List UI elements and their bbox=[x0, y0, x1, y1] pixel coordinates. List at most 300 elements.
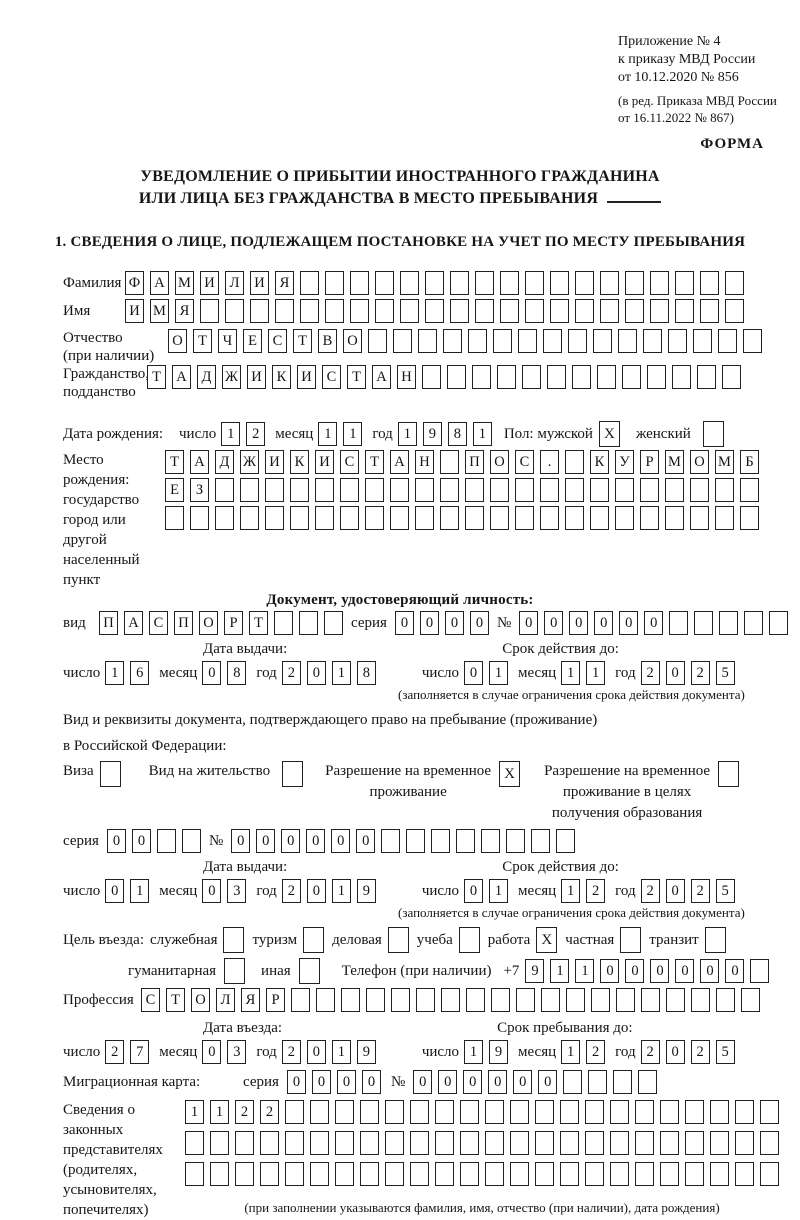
form-cell bbox=[500, 271, 519, 295]
expiry-date-heading: Срок действия до: bbox=[502, 641, 619, 657]
form-cell bbox=[510, 1100, 529, 1124]
form-cell bbox=[360, 1162, 379, 1186]
male-checkbox bbox=[599, 421, 620, 447]
form-cell bbox=[100, 761, 121, 787]
residence-expiry-note: (заполняется в случае ограничения срока действия документа) bbox=[398, 905, 745, 920]
birth-month-cells bbox=[318, 422, 362, 446]
form-cell bbox=[719, 611, 738, 635]
form-cell bbox=[760, 1131, 779, 1155]
form-cell bbox=[735, 1162, 754, 1186]
form-cell bbox=[685, 1100, 704, 1124]
form-cell bbox=[600, 299, 619, 323]
form-cell bbox=[375, 271, 394, 295]
form-cell bbox=[485, 1162, 504, 1186]
purpose-study-label: учеба bbox=[416, 932, 453, 948]
temp-permit-checkbox bbox=[499, 761, 520, 787]
patronymic-row bbox=[63, 329, 800, 365]
residence-series-row bbox=[63, 829, 800, 853]
form-cell bbox=[620, 927, 641, 953]
form-cell bbox=[485, 1131, 504, 1155]
form-cell bbox=[410, 1162, 429, 1186]
form-cell bbox=[610, 1100, 629, 1124]
form-cell bbox=[563, 1070, 582, 1094]
title-line-1: УВЕДОМЛЕНИЕ О ПРИБЫТИИ ИНОСТРАННОГО ГРАЖДАНИНА bbox=[140, 168, 660, 185]
form-cell: 5 bbox=[716, 879, 735, 903]
form-cell bbox=[388, 927, 409, 953]
form-cell: С bbox=[515, 450, 534, 474]
form-cell bbox=[643, 329, 662, 353]
migration-number-cells bbox=[413, 1070, 657, 1094]
form-cell: П bbox=[174, 611, 193, 635]
form-cell: Р bbox=[640, 450, 659, 474]
form-cell: 8 bbox=[227, 661, 246, 685]
form-cell: 2 bbox=[282, 1040, 301, 1064]
year-label: год bbox=[615, 665, 636, 681]
form-cell bbox=[760, 1162, 779, 1186]
day-label: число bbox=[63, 883, 101, 899]
form-cell: 2 bbox=[105, 1040, 124, 1064]
form-cell bbox=[506, 829, 525, 853]
form-cell: 1 bbox=[561, 661, 580, 685]
residence-expiry-year-cells bbox=[641, 879, 735, 903]
form-cell bbox=[572, 365, 591, 389]
form-cell: 0 bbox=[600, 959, 619, 983]
form-cell: Н bbox=[415, 450, 434, 474]
entry-month-cells bbox=[202, 1040, 246, 1064]
month-label: месяц bbox=[159, 883, 198, 899]
representatives-row-1 bbox=[185, 1100, 779, 1124]
form-cell: Т bbox=[365, 450, 384, 474]
purpose-private-label: частная bbox=[565, 932, 615, 948]
appendix-line: Приложение № 4 bbox=[618, 34, 721, 49]
form-cell bbox=[285, 1131, 304, 1155]
representatives-row-2 bbox=[185, 1131, 779, 1155]
form-cell bbox=[435, 1100, 454, 1124]
form-cell: 2 bbox=[691, 661, 710, 685]
form-cell: Т bbox=[293, 329, 312, 353]
representatives-block bbox=[63, 1100, 800, 1220]
form-cell bbox=[718, 761, 739, 787]
form-cell: 0 bbox=[619, 611, 638, 635]
residence-series-label: серия bbox=[63, 833, 99, 849]
form-cell bbox=[435, 1131, 454, 1155]
year-label: год bbox=[256, 883, 277, 899]
form-cell bbox=[638, 1070, 657, 1094]
form-cell bbox=[190, 506, 209, 530]
edition-block bbox=[618, 92, 800, 126]
form-cell: X bbox=[499, 761, 520, 787]
form-cell bbox=[459, 927, 480, 953]
form-cell: Я bbox=[175, 299, 194, 323]
form-cell bbox=[560, 1131, 579, 1155]
form-cell bbox=[565, 478, 584, 502]
form-cell: О bbox=[690, 450, 709, 474]
form-cell: Т bbox=[165, 450, 184, 474]
form-cell bbox=[672, 365, 691, 389]
purpose-tourism-checkbox bbox=[303, 927, 324, 953]
form-cell bbox=[460, 1162, 479, 1186]
identity-date-headings bbox=[63, 639, 800, 659]
year-label: год bbox=[256, 1044, 277, 1060]
form-cell bbox=[450, 299, 469, 323]
form-cell: К bbox=[272, 365, 291, 389]
form-cell bbox=[240, 478, 259, 502]
form-cell: З bbox=[190, 478, 209, 502]
form-cell bbox=[415, 478, 434, 502]
identity-expiry-year-cells bbox=[641, 661, 735, 685]
form-cell bbox=[590, 478, 609, 502]
form-cell: 1 bbox=[130, 879, 149, 903]
entry-date-heading: Дата въезда: bbox=[203, 1020, 283, 1036]
identity-dates-row bbox=[63, 661, 800, 685]
form-cell bbox=[735, 1131, 754, 1155]
form-cell: 0 bbox=[594, 611, 613, 635]
form-cell bbox=[400, 271, 419, 295]
form-cell bbox=[335, 1131, 354, 1155]
form-cell bbox=[691, 988, 710, 1012]
form-cell bbox=[468, 329, 487, 353]
form-cell bbox=[516, 988, 535, 1012]
form-cell bbox=[700, 271, 719, 295]
form-cell: Т bbox=[249, 611, 268, 635]
form-cell bbox=[416, 988, 435, 1012]
form-cell: . bbox=[540, 450, 559, 474]
form-cell: 2 bbox=[282, 879, 301, 903]
form-cell bbox=[531, 829, 550, 853]
form-cell bbox=[385, 1131, 404, 1155]
form-cell: 0 bbox=[287, 1070, 306, 1094]
form-cell bbox=[250, 299, 269, 323]
form-cell: 0 bbox=[420, 611, 439, 635]
identity-kind-row bbox=[63, 611, 800, 635]
form-cell bbox=[718, 329, 737, 353]
form-cell bbox=[769, 611, 788, 635]
form-cell bbox=[475, 271, 494, 295]
form-cell bbox=[669, 611, 688, 635]
form-cell: 2 bbox=[246, 422, 265, 446]
form-cell bbox=[300, 271, 319, 295]
form-cell bbox=[600, 271, 619, 295]
citizenship-cells bbox=[147, 365, 741, 389]
form-cell: 1 bbox=[105, 661, 124, 685]
form-cell bbox=[360, 1100, 379, 1124]
form-cell: Ж bbox=[222, 365, 241, 389]
form-cell: 1 bbox=[210, 1100, 229, 1124]
purpose-row bbox=[63, 927, 800, 953]
profession-label: Профессия bbox=[63, 992, 134, 1008]
form-cell: 8 bbox=[448, 422, 467, 446]
purpose-work-label: работа bbox=[487, 932, 531, 948]
form-cell bbox=[710, 1162, 729, 1186]
form-cell bbox=[472, 365, 491, 389]
form-cell bbox=[705, 927, 726, 953]
form-cell bbox=[235, 1131, 254, 1155]
form-cell: Т bbox=[147, 365, 166, 389]
form-cell: И bbox=[200, 271, 219, 295]
phone-cells bbox=[525, 959, 769, 983]
form-cell: С bbox=[141, 988, 160, 1012]
form-cell: Ф bbox=[125, 271, 144, 295]
entry-day-cells bbox=[105, 1040, 149, 1064]
form-cell bbox=[716, 988, 735, 1012]
form-cell bbox=[647, 365, 666, 389]
residence-date-headings bbox=[63, 857, 800, 877]
form-cell bbox=[585, 1100, 604, 1124]
form-cell bbox=[299, 611, 318, 635]
form-cell: 1 bbox=[464, 1040, 483, 1064]
form-cell: 1 bbox=[398, 422, 417, 446]
form-cell bbox=[525, 271, 544, 295]
form-cell bbox=[290, 478, 309, 502]
form-cell bbox=[406, 829, 425, 853]
year-label: год bbox=[372, 426, 393, 442]
surname-row bbox=[63, 271, 800, 295]
edu-permit-checkbox bbox=[718, 761, 739, 787]
form-cell: 1 bbox=[561, 1040, 580, 1064]
form-cell bbox=[585, 1162, 604, 1186]
form-cell: 0 bbox=[675, 959, 694, 983]
form-page bbox=[0, 33, 800, 1218]
form-cell bbox=[466, 988, 485, 1012]
form-cell: Е bbox=[243, 329, 262, 353]
form-cell bbox=[500, 299, 519, 323]
form-cell: 6 bbox=[130, 661, 149, 685]
form-cell bbox=[490, 478, 509, 502]
form-cell bbox=[447, 365, 466, 389]
form-cell: 9 bbox=[525, 959, 544, 983]
entry-dates-row bbox=[63, 1040, 800, 1064]
form-cell bbox=[535, 1131, 554, 1155]
form-cell: 0 bbox=[464, 879, 483, 903]
month-label: месяц bbox=[275, 426, 314, 442]
form-cell bbox=[475, 299, 494, 323]
form-cell: 1 bbox=[586, 661, 605, 685]
form-cell bbox=[290, 506, 309, 530]
blank-line bbox=[607, 189, 661, 203]
form-cell bbox=[390, 506, 409, 530]
form-cell bbox=[703, 421, 724, 447]
form-cell bbox=[422, 365, 441, 389]
birthplace-row-2 bbox=[165, 478, 759, 502]
form-cell bbox=[440, 450, 459, 474]
form-cell: А bbox=[124, 611, 143, 635]
purpose-row-2 bbox=[63, 958, 800, 984]
form-cell bbox=[350, 271, 369, 295]
form-cell: 5 bbox=[716, 661, 735, 685]
form-cell bbox=[715, 478, 734, 502]
form-cell: 9 bbox=[357, 879, 376, 903]
form-cell bbox=[640, 478, 659, 502]
form-cell: Л bbox=[216, 988, 235, 1012]
form-cell: 0 bbox=[256, 829, 275, 853]
form-cell bbox=[575, 299, 594, 323]
form-cell bbox=[185, 1131, 204, 1155]
representatives-label: Сведения о законных представителях (родителях, усыновителях, попечителях) bbox=[63, 1102, 163, 1218]
form-cell bbox=[750, 959, 769, 983]
form-cell: Д bbox=[197, 365, 216, 389]
form-cell bbox=[360, 1131, 379, 1155]
form-cell bbox=[560, 1100, 579, 1124]
temp-permit-label: Разрешение на временное проживание bbox=[325, 763, 492, 800]
purpose-label: Цель въезда: bbox=[63, 932, 144, 948]
birth-date-row bbox=[63, 421, 800, 447]
identity-issue-year-cells bbox=[282, 661, 376, 685]
form-cell: И bbox=[250, 271, 269, 295]
form-cell bbox=[666, 988, 685, 1012]
form-cell bbox=[565, 450, 584, 474]
residence-number-cells bbox=[231, 829, 575, 853]
form-cell: Я bbox=[241, 988, 260, 1012]
stay-day-cells bbox=[464, 1040, 508, 1064]
form-cell bbox=[375, 299, 394, 323]
residence-permit-checkbox bbox=[282, 761, 303, 787]
form-cell bbox=[590, 506, 609, 530]
form-cell: А bbox=[372, 365, 391, 389]
form-cell: 1 bbox=[332, 879, 351, 903]
form-cell bbox=[635, 1100, 654, 1124]
form-cell bbox=[441, 988, 460, 1012]
form-cell: 0 bbox=[700, 959, 719, 983]
visa-checkbox bbox=[100, 761, 121, 787]
purpose-business-label: деловая bbox=[332, 932, 382, 948]
form-cell bbox=[435, 1162, 454, 1186]
form-cell bbox=[740, 478, 759, 502]
form-cell: О bbox=[191, 988, 210, 1012]
birthplace-row-1 bbox=[165, 450, 759, 474]
form-cell bbox=[425, 271, 444, 295]
form-cell: 0 bbox=[337, 1070, 356, 1094]
form-cell: 0 bbox=[470, 611, 489, 635]
form-cell bbox=[310, 1100, 329, 1124]
form-cell: Д bbox=[215, 450, 234, 474]
purpose-work-checkbox bbox=[536, 927, 557, 953]
form-cell bbox=[535, 1162, 554, 1186]
migration-card-label: Миграционная карта: bbox=[63, 1074, 201, 1090]
edition-line: от 16.11.2022 № 867) bbox=[618, 110, 735, 125]
form-cell: 1 bbox=[343, 422, 362, 446]
form-cell: 2 bbox=[691, 879, 710, 903]
form-cell bbox=[456, 829, 475, 853]
form-cell bbox=[265, 478, 284, 502]
form-cell bbox=[622, 365, 641, 389]
form-cell bbox=[415, 506, 434, 530]
form-cell bbox=[410, 1131, 429, 1155]
day-label: число bbox=[179, 426, 217, 442]
form-cell bbox=[365, 506, 384, 530]
form-cell: 0 bbox=[519, 611, 538, 635]
form-cell: X bbox=[599, 421, 620, 447]
form-cell bbox=[182, 829, 201, 853]
form-cell bbox=[735, 1100, 754, 1124]
form-cell bbox=[610, 1162, 629, 1186]
citizenship-label: Гражданство, подданство bbox=[63, 366, 150, 400]
form-cell bbox=[443, 329, 462, 353]
form-cell: А bbox=[390, 450, 409, 474]
form-cell: Е bbox=[165, 478, 184, 502]
birthplace-rows bbox=[165, 450, 759, 530]
form-cell bbox=[568, 329, 587, 353]
form-cell bbox=[493, 329, 512, 353]
birth-day-cells bbox=[221, 422, 265, 446]
form-cell bbox=[275, 299, 294, 323]
form-cell bbox=[597, 365, 616, 389]
year-label: год bbox=[615, 1044, 636, 1060]
form-cell bbox=[547, 365, 566, 389]
form-cell bbox=[625, 299, 644, 323]
form-cell bbox=[215, 478, 234, 502]
form-cell: 1 bbox=[473, 422, 492, 446]
form-cell bbox=[391, 988, 410, 1012]
residence-series-cells bbox=[107, 829, 201, 853]
form-cell: Б bbox=[740, 450, 759, 474]
form-cell: 0 bbox=[625, 959, 644, 983]
form-cell bbox=[743, 329, 762, 353]
form-cell bbox=[685, 1131, 704, 1155]
residence-expiry-day-cells bbox=[464, 879, 508, 903]
female-checkbox bbox=[703, 421, 724, 447]
form-cell: Т bbox=[347, 365, 366, 389]
residence-issue-month-cells bbox=[202, 879, 246, 903]
form-cell: И bbox=[315, 450, 334, 474]
form-cell bbox=[260, 1162, 279, 1186]
form-cell: В bbox=[318, 329, 337, 353]
form-cell bbox=[315, 506, 334, 530]
form-cell bbox=[575, 271, 594, 295]
form-cell bbox=[710, 1131, 729, 1155]
form-cell bbox=[635, 1131, 654, 1155]
form-cell bbox=[660, 1100, 679, 1124]
form-cell bbox=[325, 271, 344, 295]
form-cell bbox=[725, 299, 744, 323]
purpose-tourism-label: туризм bbox=[252, 932, 298, 948]
edu-permit-label: Разрешение на временное проживание в целях получения образования bbox=[544, 763, 711, 821]
form-cell: Л bbox=[225, 271, 244, 295]
form-cell: 2 bbox=[235, 1100, 254, 1124]
form-cell: 0 bbox=[107, 829, 126, 853]
month-label: месяц bbox=[518, 883, 557, 899]
form-cell bbox=[165, 506, 184, 530]
form-cell bbox=[610, 1131, 629, 1155]
identity-kind-label: вид bbox=[63, 615, 86, 631]
patronymic-label: Отчество (при наличии) bbox=[63, 330, 155, 364]
name-label: Имя bbox=[63, 303, 91, 319]
form-cell bbox=[640, 506, 659, 530]
form-cell bbox=[541, 988, 560, 1012]
form-cell bbox=[665, 478, 684, 502]
form-cell: 3 bbox=[227, 879, 246, 903]
citizenship-row bbox=[63, 365, 800, 401]
form-cell bbox=[641, 988, 660, 1012]
form-cell bbox=[210, 1131, 229, 1155]
form-cell bbox=[215, 506, 234, 530]
form-cell bbox=[660, 1131, 679, 1155]
form-cell: И bbox=[297, 365, 316, 389]
stay-until-heading: Срок пребывания до: bbox=[497, 1020, 633, 1036]
form-cell bbox=[485, 1100, 504, 1124]
purpose-transit-checkbox bbox=[705, 927, 726, 953]
purpose-official-checkbox bbox=[223, 927, 244, 953]
form-cell: Р bbox=[224, 611, 243, 635]
form-cell: 0 bbox=[356, 829, 375, 853]
year-label: год bbox=[615, 883, 636, 899]
identity-expiry-month-cells bbox=[561, 661, 605, 685]
entry-year-cells bbox=[282, 1040, 376, 1064]
form-cell bbox=[381, 829, 400, 853]
form-cell: 1 bbox=[561, 879, 580, 903]
form-cell bbox=[566, 988, 585, 1012]
residence-issue-year-cells bbox=[282, 879, 376, 903]
form-cell bbox=[490, 506, 509, 530]
